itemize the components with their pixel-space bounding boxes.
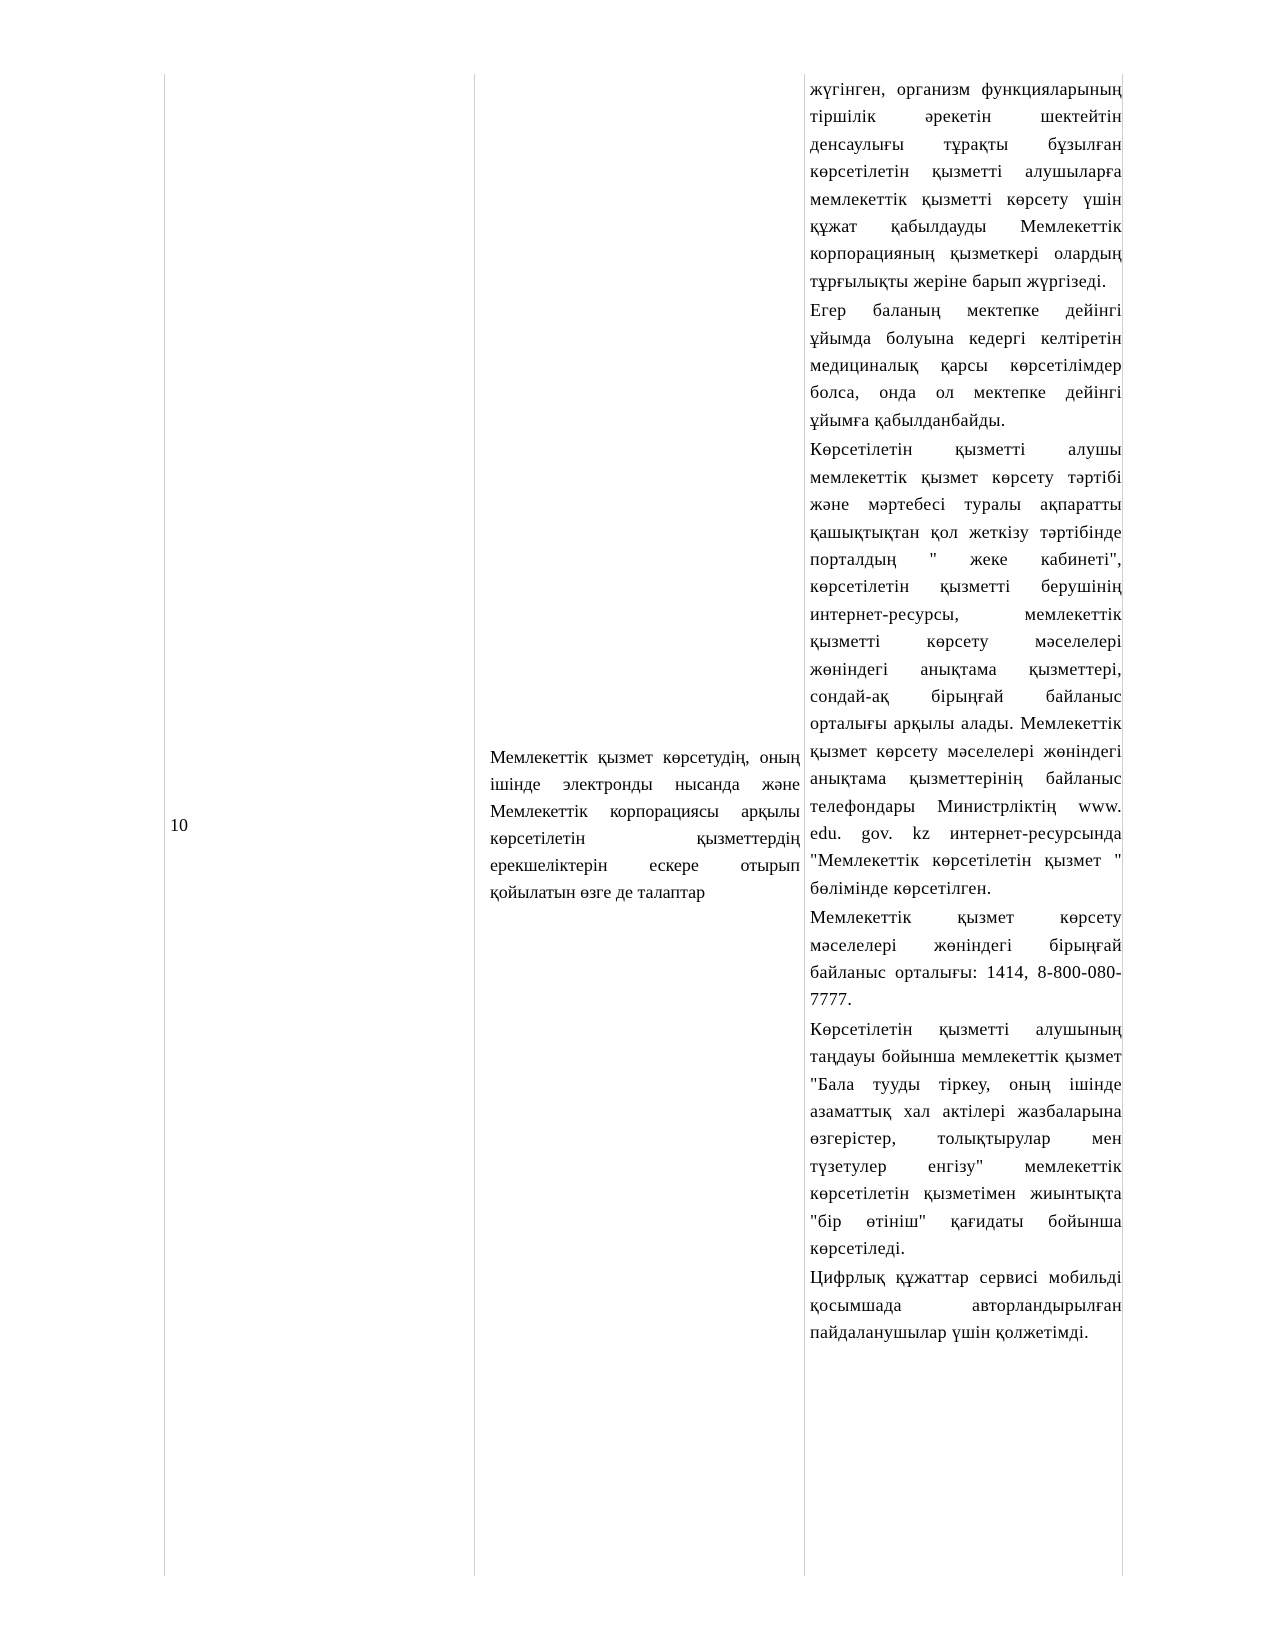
description-paragraph: Көрсетілетін қызметті алушы мемлекеттік қызмет көрсету тәртібі және мәртебесі туралы ақпаратты қашықтықтан қол жеткізу тәртібінде порталдың " жеке кабинеті", көрсетілетін қызметті берушінің интернет-ресурсы, мемлекеттік қызметті көрсету мәселелері жөніндегі анықтама қызметтері, сондай-ақ бірыңғай байланыс орталығы арқылы алады. Мемлекеттік қызмет көрсету мәселелері жөніндегі анықтама қызметтерінің байланыс телефондары Министрліктің www. edu. gov. kz интернет-ресурсында "Мемлекеттік көрсетілетін қызмет " бөлімінде көрсетілген.: [810, 439, 1122, 898]
description-paragraph: Мемлекеттік қызмет көрсету мәселелері жөніндегі бірыңғай байланыс орталығы: 1414, 8-800-080-7777.: [810, 907, 1122, 1010]
description-paragraph: Цифрлық құжаттар сервисі мобильді қосымшада авторландырылған пайдаланушылар үшін қолжетімді.: [810, 1267, 1122, 1343]
table-border-col3: [804, 74, 805, 1576]
description-text: [810, 76, 1122, 1349]
row-number: 10: [170, 814, 188, 835]
row-title-cell: [490, 74, 800, 1576]
requirements-table: [164, 74, 1124, 1576]
table-border-right: [1122, 74, 1123, 1576]
table-border-col2: [474, 74, 475, 1576]
row-description-cell: [810, 76, 1122, 1576]
description-paragraph: Көрсетілетін қызметті алушының таңдауы бойынша мемлекеттік қызмет "Бала тууды тіркеу, оның ішінде азаматтық хал актілері жазбаларына өзгерістер, толықтырулар мен түзетулер енгізу" мемлекеттік көрсетілетін қызметімен жиынтықта "бір өтініш" қағидаты бойынша көрсетіледі.: [810, 1018, 1122, 1259]
row-title: Мемлекеттік қызмет көрсетудің, оның ішінде электронды нысанда және Мемлекеттік корпорациясы арқылы көрсетілетін қызметтердің ерекшеліктерін ескере отырып қойылатын өзге де талаптар: [490, 747, 800, 902]
description-paragraph: жүгінген, организм функцияларының тіршілік әрекетін шектейтін денсаулығы тұрақты бұзылған көрсетілетін қызметті алушыларға мемлекеттік қызметті көрсету үшін құжат қабылдауды Мемлекеттік корпорацияның қызметкері олардың тұрғылықты жеріне барып жүргізеді.: [810, 79, 1122, 291]
description-paragraph: Егер баланың мектепке дейінгі ұйымда болуына кедергі келтіретін медициналық қарсы көрсетілімдер болса, онда ол мектепке дейінгі ұйымға қабылданбайды.: [810, 300, 1122, 430]
row-number-cell: [170, 74, 470, 1576]
table-border-left: [164, 74, 165, 1576]
